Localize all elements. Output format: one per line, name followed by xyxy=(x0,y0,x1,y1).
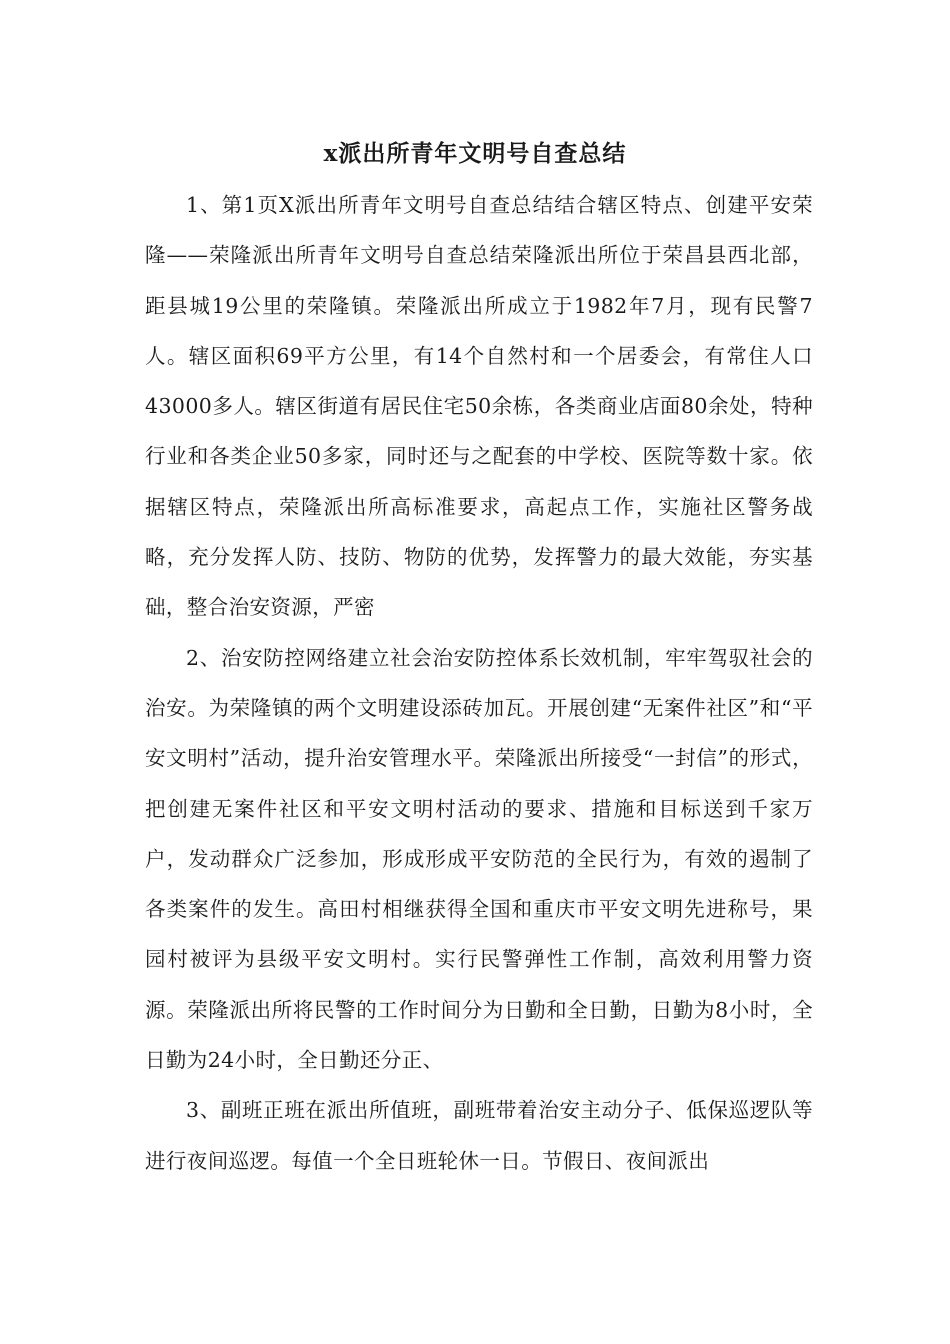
paragraph-3: 3、副班正班在派出所值班，副班带着治安主动分子、低保巡逻队等进行夜间巡逻。每值一个全日班轮休一日。节假日、夜间派出 xyxy=(145,1098,813,1173)
paragraph-2: 2、治安防控网络建立社会治安防控体系长效机制，牢牢驾驭社会的治安。为荣隆镇的两个文明建设添砖加瓦。开展创建“无案件社区”和“平安文明村”活动，提升治安管理水平。荣隆派出所接受“一封信”的形式，把创建无案件社区和平安文明村活动的要求、措施和目标送到千家万户，发动群众广泛参加，形成形成平安防范的全民行为，有效的遏制了各类案件的发生。高田村相继获得全国和重庆市平安文明先进称号，果园村被评为县级平安文明村。实行民警弹性工作制，高效利用警力资源。荣隆派出所将民警的工作时间分为日勤和全日勤，日勤为8小时，全日勤为24小时，全日勤还分正、 xyxy=(145,645,813,1073)
document-title: x派出所青年文明号自查总结 xyxy=(323,140,627,167)
paragraph-1: 1、第1页X派出所青年文明号自查总结结合辖区特点、创建平安荣隆——荣隆派出所青年文明号自查总结荣隆派出所位于荣昌县西北部，距县城19公里的荣隆镇。荣隆派出所成立于1982年7月，现有民警7人。辖区面积69平方公里，有14个自然村和一个居委会，有常住人口43000多人。辖区街道有居民住宅50余栋，各类商业店面80余处，特种行业和各类企业50多家，同时还与之配套的中学校、医院等数十家。依据辖区特点，荣隆派出所高标准要求，高起点工作，实施社区警务战略，充分发挥人防、技防、物防的优势，发挥警力的最大效能，夯实基础，整合治安资源，严密 xyxy=(145,193,813,620)
document-body xyxy=(145,180,813,1186)
